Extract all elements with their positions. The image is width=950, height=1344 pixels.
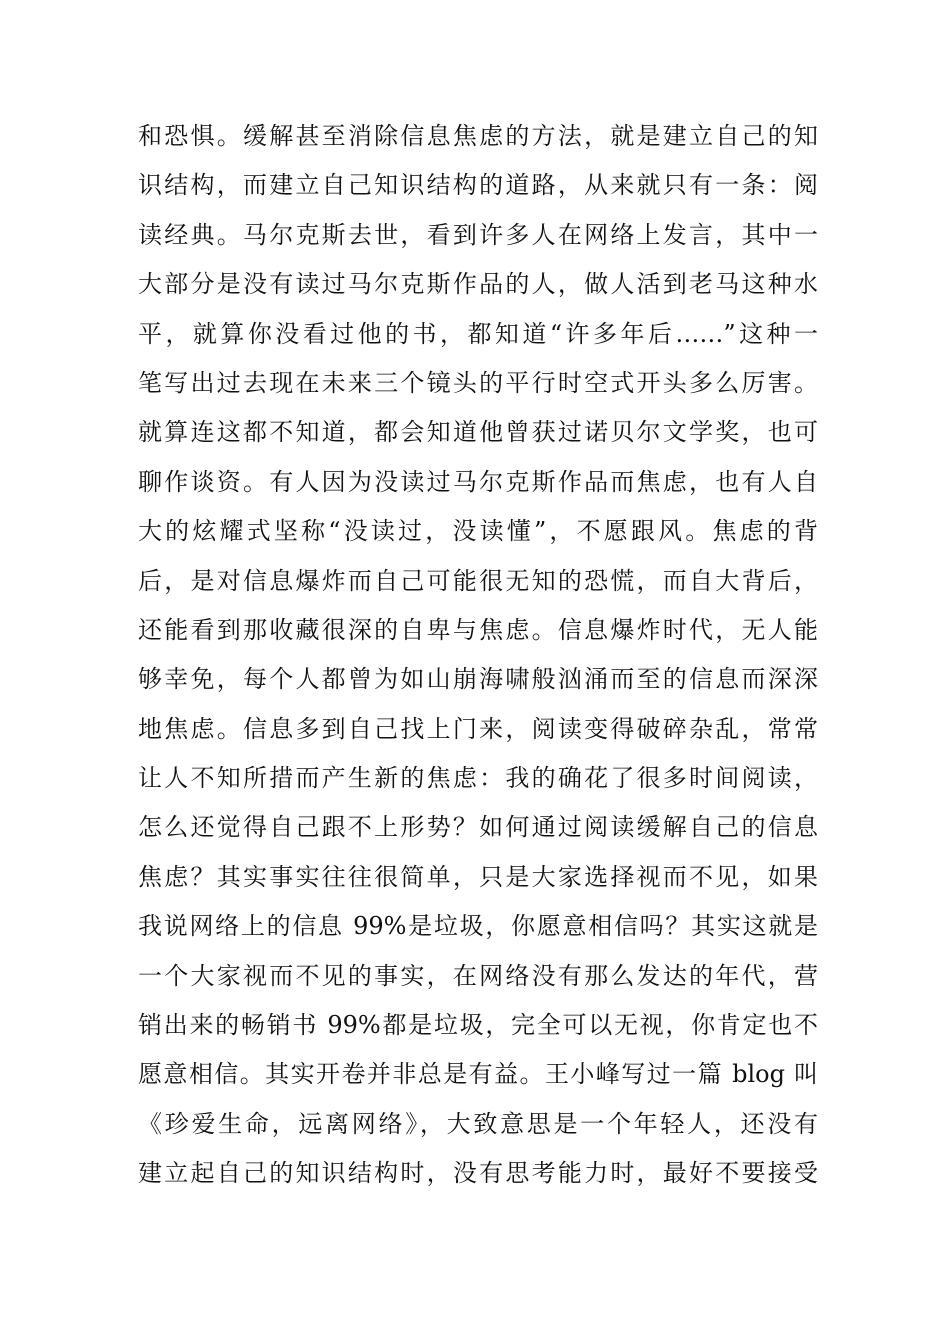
text-line: 平，就算你没看过他的书，都知道“许多年后……”这种一 [138,319,818,348]
text-line: 地焦虑。信息多到自己找上门来，阅读变得破碎杂乱，常常 [138,714,818,743]
text-line: 大部分是没有读过马尔克斯作品的人，做人活到老马这种水 [138,270,818,299]
text-line: 一个大家视而不见的事实，在网络没有那么发达的年代，营 [138,961,818,990]
text-line: 还能看到那收藏很深的自卑与焦虑。信息爆炸时代，无人能 [138,615,818,644]
text-line: 怎么还觉得自己跟不上形势？如何通过阅读缓解自己的信息 [138,813,818,842]
text-line: 大的炫耀式坚称“没读过，没读懂”，不愿跟风。焦虑的背 [138,517,818,546]
text-line: 就算连这都不知道，都会知道他曾获过诺贝尔文学奖，也可 [138,418,818,447]
text-line: 读经典。马尔克斯去世，看到许多人在网络上发言，其中一 [138,220,818,249]
text-line: 识结构，而建立自己知识结构的道路，从来就只有一条：阅 [138,171,818,200]
text-line: 焦虑？其实事实往往很简单，只是大家选择视而不见，如果 [138,862,818,891]
body-paragraph [138,112,818,1199]
text-line: 聊作谈资。有人因为没读过马尔克斯作品而焦虑，也有人自 [138,467,818,496]
text-line: 愿意相信。其实开卷并非总是有益。王小峰写过一篇 blog 叫 [138,1060,818,1089]
text-line: 《珍爱生命，远离网络》，大致意思是一个年轻人，还没有 [138,1109,818,1138]
text-line: 和恐惧。缓解甚至消除信息焦虑的方法，就是建立自己的知 [138,122,818,150]
text-line: 销出来的畅销书 99%都是垃圾，完全可以无视，你肯定也不 [138,1011,818,1040]
text-line: 笔写出过去现在未来三个镜头的平行时空式开头多么厉害。 [138,368,818,397]
text-line: 够幸免，每个人都曾为如山崩海啸般汹涌而至的信息而深深 [138,665,818,694]
text-line: 让人不知所措而产生新的焦虑：我的确花了很多时间阅读， [138,764,818,793]
text-line: 我说网络上的信息 99%是垃圾，你愿意相信吗？其实这就是 [138,912,818,941]
text-line: 后，是对信息爆炸而自己可能很无知的恐慌，而自大背后， [138,566,818,595]
text-line: 建立起自己的知识结构时，没有思考能力时，最好不要接受 [138,1159,818,1188]
